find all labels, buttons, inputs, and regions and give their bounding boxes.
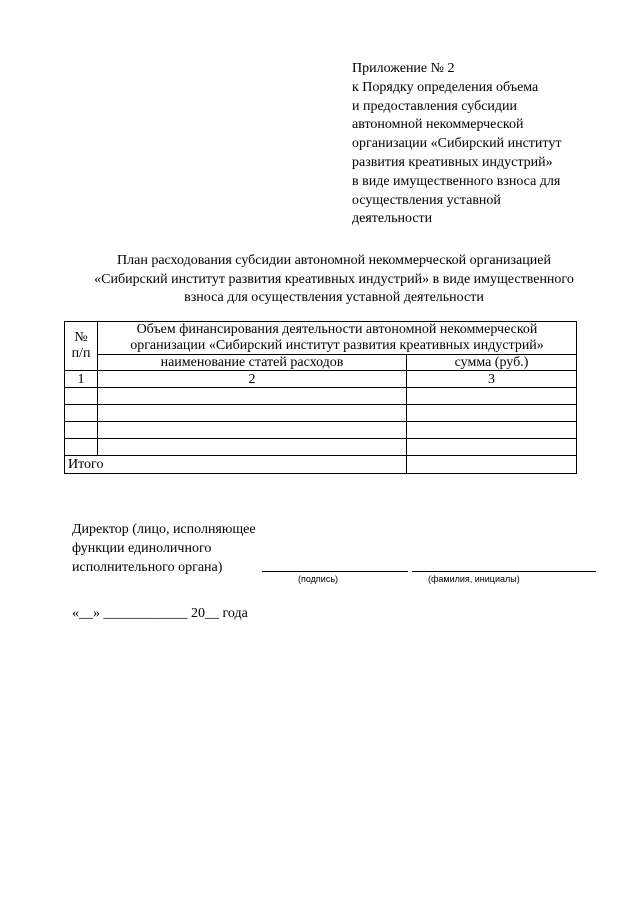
- table-row: [65, 439, 577, 456]
- empty-cell: [98, 388, 407, 405]
- empty-cell: [407, 388, 577, 405]
- appendix-line: осуществления уставной: [352, 192, 501, 208]
- table-row: [65, 405, 577, 422]
- appendix-heading: [352, 60, 622, 229]
- date-line: «__» ____________ 20__ года: [72, 606, 248, 621]
- sum-header: сумма (руб.): [407, 355, 577, 371]
- empty-cell: [65, 439, 98, 456]
- signature-caption: (подпись): [298, 574, 339, 584]
- title-line: «Сибирский институт развития креативных индустрий» в виде имущественного: [94, 271, 574, 287]
- appendix-line: автономной некоммерческой: [352, 117, 524, 133]
- index-cell: 2: [98, 371, 407, 388]
- name-line: [412, 571, 596, 572]
- table-index-row: [65, 371, 577, 388]
- number-column-header: [65, 322, 98, 371]
- expense-plan-table: [64, 321, 577, 474]
- table-row: [65, 388, 577, 405]
- table-total-row: [65, 456, 577, 474]
- appendix-line: организации «Сибирский институт: [352, 136, 562, 152]
- empty-cell: [65, 422, 98, 439]
- table-row: [65, 422, 577, 439]
- number-header-line: п/п: [71, 346, 91, 361]
- empty-cell: [407, 405, 577, 422]
- total-sum-cell: [407, 456, 577, 474]
- title-line: взноса для осуществления уставной деятельности: [184, 290, 484, 305]
- appendix-line: в виде имущественного взноса для: [352, 173, 561, 189]
- volume-header-line: организации «Сибирский институт развития креативных индустрий»: [130, 338, 544, 353]
- appendix-line: Приложение № 2: [352, 61, 455, 76]
- appendix-line: и предоставления субсидии: [352, 98, 518, 114]
- empty-cell: [65, 405, 98, 422]
- title-line: План расходования субсидии автономной некоммерческой организацией: [117, 253, 551, 268]
- empty-cell: [65, 388, 98, 405]
- empty-cell: [407, 439, 577, 456]
- empty-cell: [407, 422, 577, 439]
- table-header-row: [65, 322, 577, 355]
- empty-cell: [98, 439, 407, 456]
- volume-header-line: Объем финансирования деятельности автономной некоммерческой: [136, 322, 538, 337]
- index-cell: 1: [65, 371, 98, 388]
- total-label: Итого: [65, 456, 407, 474]
- appendix-line: деятельности: [352, 211, 433, 227]
- signer-line: исполнительного органа): [72, 560, 223, 575]
- signer-line: функции единоличного: [72, 541, 212, 556]
- expense-name-header: наименование статей расходов: [98, 355, 407, 371]
- signer-line: Директор (лицо, исполняющее: [72, 522, 256, 537]
- empty-cell: [98, 405, 407, 422]
- name-caption: (фамилия, инициалы): [428, 574, 520, 584]
- signer-title: [72, 520, 256, 577]
- table-subheader-row: [65, 355, 577, 371]
- appendix-line: к Порядку определения объема: [352, 79, 539, 95]
- volume-column-header: [98, 322, 577, 355]
- appendix-line: развития креативных индустрий»: [352, 154, 553, 170]
- index-cell: 3: [407, 371, 577, 388]
- document-title: [62, 252, 606, 308]
- number-header-line: №: [74, 330, 88, 345]
- signature-line: [262, 571, 408, 572]
- empty-cell: [98, 422, 407, 439]
